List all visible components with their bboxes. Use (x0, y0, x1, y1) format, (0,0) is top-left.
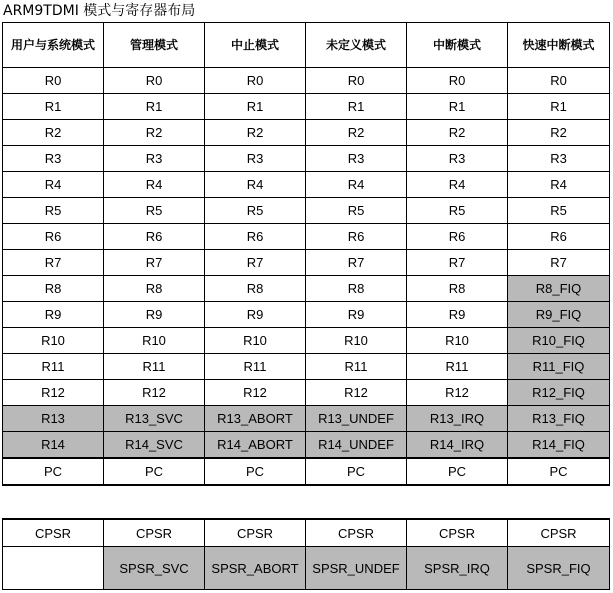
register-cell: R9 (3, 302, 104, 328)
register-cell: R3 (3, 146, 104, 172)
register-cell: R0 (104, 68, 205, 94)
register-cell: R3 (407, 146, 508, 172)
register-cell: R10_FIQ (508, 328, 610, 354)
spsr-cell: SPSR_FIQ (508, 547, 610, 590)
register-cell: R7 (3, 250, 104, 276)
register-cell: R7 (104, 250, 205, 276)
column-header: 管理模式 (104, 23, 205, 68)
register-cell: R13_SVC (104, 406, 205, 432)
cpsr-cell: CPSR (104, 519, 205, 547)
register-cell: R14_UNDEF (306, 432, 407, 459)
register-cell: R4 (508, 172, 610, 198)
table-row (3, 198, 610, 224)
cpsr-cell: CPSR (205, 519, 306, 547)
register-cell: R10 (104, 328, 205, 354)
register-cell: R4 (306, 172, 407, 198)
register-cell: R1 (3, 94, 104, 120)
register-cell: R14_FIQ (508, 432, 610, 459)
register-cell: R5 (205, 198, 306, 224)
register-cell: R12 (205, 380, 306, 406)
register-cell: R5 (104, 198, 205, 224)
register-cell: R10 (3, 328, 104, 354)
column-header: 未定义模式 (306, 23, 407, 68)
register-cell: R14_SVC (104, 432, 205, 459)
register-cell: R5 (306, 198, 407, 224)
register-cell: R11 (3, 354, 104, 380)
column-header: 快速中断模式 (508, 23, 610, 68)
register-cell: R1 (508, 94, 610, 120)
register-cell: R2 (3, 120, 104, 146)
register-cell: R0 (407, 68, 508, 94)
register-cell: R2 (104, 120, 205, 146)
register-cell: R3 (306, 146, 407, 172)
register-cell: R8 (104, 276, 205, 302)
register-cell: R8 (3, 276, 104, 302)
column-header: 用户与系统模式 (3, 23, 104, 68)
table-row (3, 406, 610, 432)
pc-cell: PC (205, 458, 306, 485)
header-row (3, 23, 610, 68)
register-cell: R0 (3, 68, 104, 94)
register-cell: R5 (508, 198, 610, 224)
register-cell: R9_FIQ (508, 302, 610, 328)
register-cell: R8 (205, 276, 306, 302)
register-cell: R1 (205, 94, 306, 120)
register-cell: R6 (407, 224, 508, 250)
register-cell: R14_IRQ (407, 432, 508, 459)
register-cell: R2 (407, 120, 508, 146)
register-cell: R12 (306, 380, 407, 406)
register-cell: R6 (104, 224, 205, 250)
table-row (3, 328, 610, 354)
table-row (3, 380, 610, 406)
table-row (3, 250, 610, 276)
register-cell: R5 (407, 198, 508, 224)
spsr-cell: SPSR_IRQ (407, 547, 508, 590)
register-cell: R1 (306, 94, 407, 120)
register-cell: R3 (205, 146, 306, 172)
pc-cell: PC (3, 458, 104, 485)
register-cell: R12 (407, 380, 508, 406)
table-row (3, 302, 610, 328)
spsr-cell: SPSR_SVC (104, 547, 205, 590)
table-row (3, 120, 610, 146)
cpsr-cell: CPSR (3, 519, 104, 547)
status-register-table (2, 518, 610, 590)
table-row (3, 172, 610, 198)
register-cell: R10 (205, 328, 306, 354)
register-cell: R9 (205, 302, 306, 328)
empty-cell (3, 547, 104, 590)
column-header: 中断模式 (407, 23, 508, 68)
register-cell: R11 (104, 354, 205, 380)
register-cell: R6 (306, 224, 407, 250)
register-cell: R3 (508, 146, 610, 172)
register-cell: R6 (508, 224, 610, 250)
register-cell: R12 (3, 380, 104, 406)
register-cell: R9 (104, 302, 205, 328)
table-row (3, 94, 610, 120)
register-cell: R8 (306, 276, 407, 302)
register-cell: R3 (104, 146, 205, 172)
table-row (3, 146, 610, 172)
register-cell: R1 (104, 94, 205, 120)
register-cell: R2 (508, 120, 610, 146)
register-cell: R2 (205, 120, 306, 146)
register-cell: R1 (407, 94, 508, 120)
register-cell: R13_ABORT (205, 406, 306, 432)
register-cell: R7 (407, 250, 508, 276)
cpsr-row (3, 519, 610, 547)
register-cell: R7 (306, 250, 407, 276)
pc-cell: PC (508, 458, 610, 485)
register-cell: R13 (3, 406, 104, 432)
table-row (3, 354, 610, 380)
table-row (3, 432, 610, 459)
register-cell: R2 (306, 120, 407, 146)
register-table (2, 22, 610, 486)
spsr-cell: SPSR_UNDEF (306, 547, 407, 590)
register-cell: R13_IRQ (407, 406, 508, 432)
spsr-row (3, 547, 610, 590)
pc-row (3, 458, 610, 485)
table-row (3, 276, 610, 302)
page-title: ARM9TDMI 模式与寄存器布局 (3, 3, 196, 19)
register-cell: R9 (306, 302, 407, 328)
register-cell: R6 (3, 224, 104, 250)
register-cell: R0 (205, 68, 306, 94)
register-cell: R11 (407, 354, 508, 380)
register-cell: R5 (3, 198, 104, 224)
column-header: 中止模式 (205, 23, 306, 68)
register-cell: R4 (3, 172, 104, 198)
register-cell: R7 (508, 250, 610, 276)
register-cell: R13_UNDEF (306, 406, 407, 432)
cpsr-cell: CPSR (407, 519, 508, 547)
cpsr-cell: CPSR (306, 519, 407, 547)
register-cell: R0 (508, 68, 610, 94)
table-row (3, 224, 610, 250)
register-cell: R12 (104, 380, 205, 406)
register-cell: R14 (3, 432, 104, 459)
table-row (3, 68, 610, 94)
register-cell: R0 (306, 68, 407, 94)
register-cell: R10 (407, 328, 508, 354)
register-cell: R8 (407, 276, 508, 302)
register-cell: R11_FIQ (508, 354, 610, 380)
register-cell: R11 (306, 354, 407, 380)
register-cell: R4 (205, 172, 306, 198)
register-cell: R10 (306, 328, 407, 354)
register-cell: R9 (407, 302, 508, 328)
register-cell: R7 (205, 250, 306, 276)
register-cell: R14_ABORT (205, 432, 306, 459)
register-cell: R8_FIQ (508, 276, 610, 302)
register-cell: R6 (205, 224, 306, 250)
pc-cell: PC (104, 458, 205, 485)
pc-cell: PC (306, 458, 407, 485)
register-cell: R4 (407, 172, 508, 198)
pc-cell: PC (407, 458, 508, 485)
register-cell: R12_FIQ (508, 380, 610, 406)
cpsr-cell: CPSR (508, 519, 610, 547)
register-cell: R13_FIQ (508, 406, 610, 432)
spsr-cell: SPSR_ABORT (205, 547, 306, 590)
register-cell: R11 (205, 354, 306, 380)
register-cell: R4 (104, 172, 205, 198)
